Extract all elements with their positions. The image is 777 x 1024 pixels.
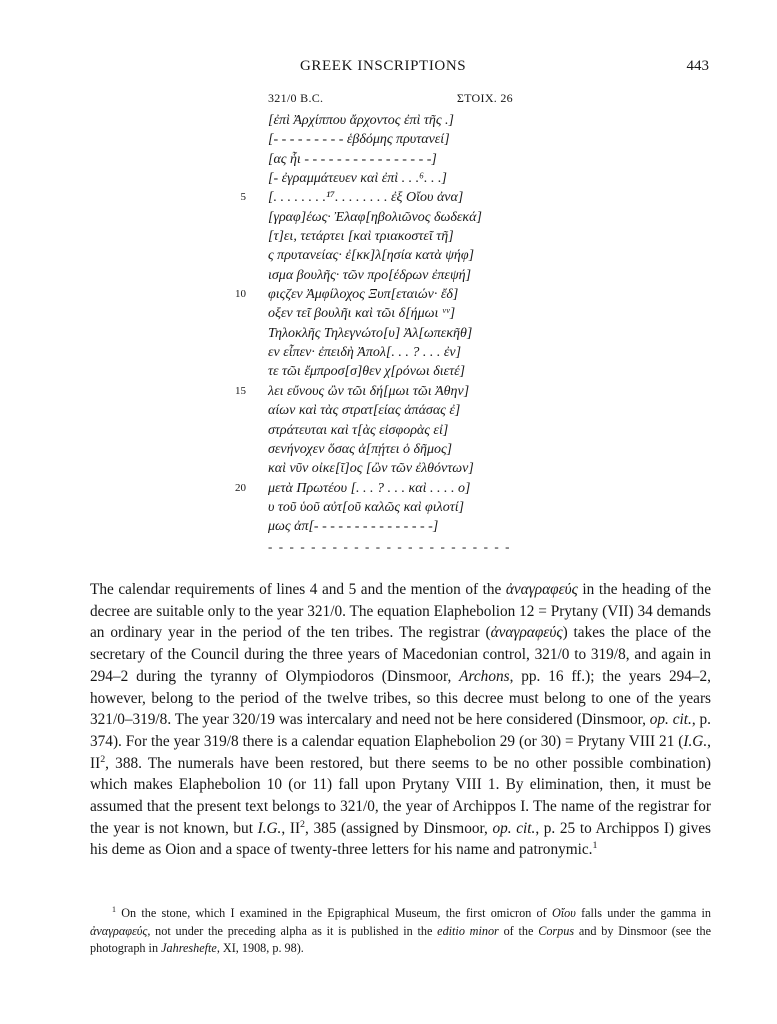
inscription-line	[268, 498, 513, 517]
text-run: , XI, 1908, p. 98).	[216, 941, 304, 955]
inscription-line	[268, 324, 513, 343]
line-number: 20	[235, 481, 246, 494]
greek-term: ἀναγραφεύς	[490, 624, 563, 642]
edition-superscript: 2	[300, 818, 306, 830]
stoichedon-count: ΣΤΟΙΧ. 26	[456, 91, 513, 105]
text-run: The calendar requirements of lines 4 and 5 and the mention of the	[90, 581, 506, 598]
text-run: , 385 (assigned by Dinsmoor,	[305, 819, 493, 837]
inscription-text: σενήνοχεν ὅσας ἀ[πῄτει ὁ δῆμος]	[268, 441, 453, 457]
inscription-text: τε τῶι ἔμπροσ[σ]θεν χ[ρόνωι διετέ]	[268, 364, 466, 380]
inscription-text: [. . . . . . . .¹⁷. . . . . . . . ἐξ Οἴου ἀνα]	[268, 190, 464, 206]
inscription-line	[268, 169, 513, 188]
inscription-line	[268, 362, 513, 381]
text-run: , II	[90, 732, 711, 772]
inscription-header	[268, 91, 513, 111]
text-run: , p. 25 to Archippos I) gives his deme as Oion and a space of twenty-three letters for his name and patronymic.	[90, 819, 711, 859]
inscription-text: μετὰ Πρωτέου [. . . ? . . . καὶ . . . . ο]	[268, 480, 471, 496]
citation-abbrev: op. cit.	[492, 819, 536, 837]
inscription-text: [ἐπὶ Ἀρχίππου ἄρχοντος ἐπὶ τῆς .]	[268, 113, 454, 128]
inscription-line	[268, 343, 513, 362]
inscription-text: αίων καὶ τὰς στρατ[είας ἁπάσας ἐ]	[268, 403, 461, 419]
text-run: , pp. 16 ff.); the years 294–2, however, belong to the period of the twelve tribes, so this decree must belong to one of the years 321/0–319/8. The year 320/19 was intercalary and need not be here considered (Dinsmoor,	[90, 667, 712, 729]
inscription-text: Τηλοκλῆς Τηλεγνώτο[υ] Ἀλ[ωπεκῆθ]	[268, 325, 473, 341]
inscription-line	[240, 188, 513, 207]
text-run: ) takes the place of the secretary of the Council during the three years of Macedonian control, 321/0 to 319/8, and again in 294–2 during the tyranny of Olympiodoros (Dinsmoor,	[90, 624, 711, 685]
inscription-line	[268, 227, 513, 246]
inscription-line	[268, 208, 513, 227]
inscription-text: [ας ἧι - - - - - - - - - - - - - - - -]	[268, 151, 437, 167]
line-number: 10	[235, 288, 246, 301]
page-number: 443	[686, 58, 709, 74]
text-run: , 388. The numerals have been restored, but there seems to be no other possible combination) which makes Elaphebolion 10 (or 11) fall upon Prytany VIII 1. By elimination, then, it must be assumed that the present text belongs to 321/0, the year of Archippos I. The name of the registrar for the year is not known, but	[90, 754, 711, 837]
text-run: falls under the gamma in	[575, 906, 711, 920]
inscription-text: [- - - - - - - - - ἑβδόμης πρυτανεί]	[268, 132, 450, 148]
text-run: , p. 374). For the year 319/8 there is a calendar equation Elaphebolion 29 (or 30) = Prytany VIII 21 (	[90, 711, 711, 750]
footnote-reference[interactable]: 1	[592, 840, 598, 852]
edition-superscript: 2	[100, 753, 106, 765]
line-number: 15	[235, 384, 246, 397]
footnote	[90, 905, 711, 958]
inscription-line	[235, 479, 513, 498]
text-run: , II	[281, 819, 301, 837]
citation-title: Jahreshefte	[161, 941, 217, 955]
inscription-text: [- ἐγραμμάτευεν καὶ ἐπὶ . . .⁶. . .]	[268, 171, 447, 187]
inscription-line	[235, 285, 513, 304]
inscription-line	[268, 401, 513, 420]
inscription-line	[268, 111, 513, 130]
citation-title: editio minor	[437, 923, 499, 938]
commentary-paragraph	[90, 579, 711, 861]
inscription-line	[268, 517, 513, 536]
text-run: of the	[498, 923, 539, 938]
inscription-text: ισμα βουλῆς· τῶν προ[έδρων ἐπεψή]	[268, 267, 472, 283]
running-title: GREEK INSCRIPTIONS	[300, 58, 467, 74]
inscription-text: λει εὔνους ὢν τῶι δή[μωι τῶι Ἀθην]	[268, 383, 470, 399]
inscription-date: 321/0 B.C.	[268, 91, 324, 105]
inscription-text: [τ]ει, τετάρτει [καὶ τριακοστεῖ τῆ]	[268, 229, 454, 245]
inscription-lines	[235, 111, 513, 537]
greek-term: ἀναγραφεύς	[505, 581, 578, 598]
citation-abbrev: I.G.	[683, 732, 708, 750]
inscription-text: φιςζεν Ἀμφίλοχος Ξυπ[εταιών· ἔδ]	[268, 287, 459, 303]
inscription-line	[268, 150, 513, 169]
inscription-text: καὶ νῦν οἰκε[ῖ]ος [ὢν τῶν ἐλθόντων]	[268, 461, 474, 477]
greek-term: ἀναγραφεύς	[90, 923, 148, 938]
citation-abbrev: op. cit.	[649, 711, 692, 729]
inscription-line	[268, 266, 513, 285]
inscription-text: [γραφ]έως· Ἐλαφ[ηβολιῶνος δωδεκά]	[268, 209, 482, 225]
inscription-line	[268, 440, 513, 459]
inscription-line	[268, 246, 513, 265]
inscription-closing-dashes: - - - - - - - - - - - - - - - - - - - - - - -	[268, 538, 512, 554]
text-run: in the heading of the decree are suitable only to the year 321/0. The equation Elaphebolion 12 = Prytany (VII) 34 demands an ordinary year in the period of the ten tribes. The registrar (	[90, 581, 711, 642]
citation-title: Archons	[459, 667, 510, 685]
text-run: , not under the preceding alpha as it is published in the	[147, 923, 438, 938]
inscription-text: εν εἶπεν· ἐπειδὴ Ἀπολ[. . . ? . . . ἐν]	[268, 345, 462, 361]
citation-title: Corpus	[538, 923, 575, 938]
text-run: On the stone, which I examined in the Epigraphical Museum, the first omicron of	[115, 906, 552, 920]
inscription-text: υ τοῦ ὑοῦ αὐτ[οῦ καλῶς καὶ φιλοτί]	[268, 499, 465, 515]
inscription-line	[268, 459, 513, 478]
inscription-block	[235, 91, 513, 556]
citation-abbrev: I.G.	[257, 819, 282, 837]
inscription-line	[268, 130, 513, 149]
inscription-text: στράτευται καὶ τ[ὰς εἰσφορὰς εἰ]	[268, 422, 449, 438]
line-number: 5	[240, 191, 246, 204]
inscription-line	[235, 382, 513, 401]
inscription-text: μως ἀπ[- - - - - - - - - - - - - - -]	[268, 519, 439, 535]
text-run: and by Dinsmoor (see the photograph in	[90, 923, 712, 955]
footnote-marker: 1	[112, 904, 116, 914]
inscription-line	[268, 421, 513, 440]
inscription-text: ς πρυτανείας· ἐ[κκ]λ[ησία κατὰ ψήφ]	[268, 248, 475, 264]
inscription-text: οξεν τεῖ βουλῆι καὶ τῶι δ[ήμωι ᵛᵛ]	[268, 306, 456, 322]
inscription-line	[268, 304, 513, 323]
greek-term: Οἴου	[551, 906, 576, 920]
